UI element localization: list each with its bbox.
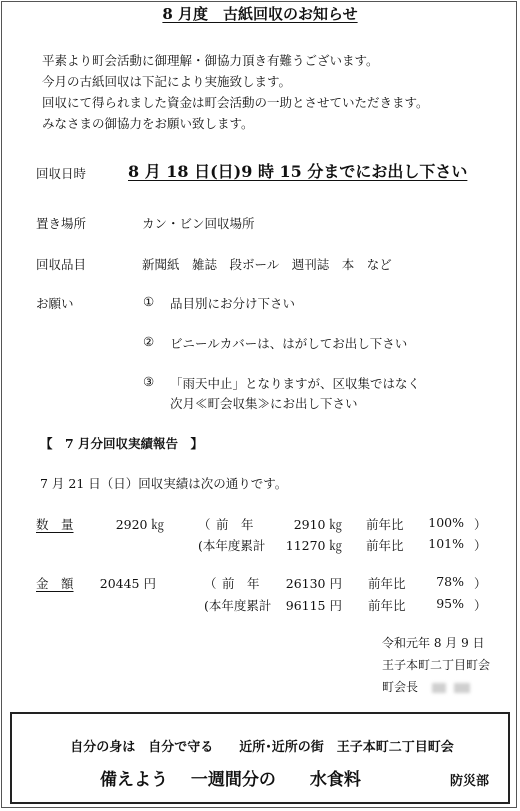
- issue-date: 令和元年 8 月 9 日: [382, 636, 485, 650]
- row-ratio: 101%: [428, 536, 464, 551]
- row-ratio: 78%: [436, 574, 464, 589]
- row-value: 11270 ㎏: [285, 538, 342, 553]
- banner-motto: 備えよう 一週間分の 水食料: [100, 770, 361, 790]
- row-ratio-label: 前年比: [368, 598, 406, 613]
- row-close: ）: [474, 517, 487, 532]
- schedule-value: 8 月 18 日(日)9 時 15 分までにお出し下さい: [128, 162, 468, 181]
- schedule-label: 回収日時: [36, 166, 87, 181]
- request-text: ビニールカバーは、はがしてお出し下さい: [170, 336, 408, 351]
- banner-slogan: 自分の身は 自分で守る 近所･近所の街 王子本町二丁目町会: [70, 740, 454, 755]
- row-value: 2910 ㎏: [293, 517, 342, 532]
- place-label: 置き場所: [36, 216, 87, 231]
- intro-line: 今月の古紙回収は下記により実施致します。: [42, 74, 292, 89]
- row-open: （: [204, 576, 217, 591]
- row-ratio: 100%: [428, 515, 464, 530]
- report-heading: 【 7 月分回収実績報告 】: [40, 436, 204, 451]
- amount-value: 20445 円: [99, 576, 156, 591]
- intro-line: みなさまの御協力をお願い致します。: [42, 116, 254, 131]
- request-number: ①: [143, 294, 155, 309]
- request-number: ③: [143, 374, 155, 389]
- banner-department: 防災部: [450, 774, 490, 789]
- row-ratio: 95%: [436, 596, 464, 611]
- chairman: [382, 678, 470, 695]
- intro-line: 回収にて得られました資金は町会活動の一助とさせていただきます。: [42, 95, 429, 110]
- items-value: 新聞紙 雑誌 段ボール 週刊誌 本 など: [142, 257, 392, 272]
- row-value: 26130 円: [285, 576, 342, 591]
- row-name: 前 年: [216, 517, 254, 532]
- report-summary: 7 月 21 日（日）回収実績は次の通りです。: [40, 476, 288, 491]
- row-close: ）: [474, 598, 487, 613]
- place-value: カン・ビン回収場所: [142, 216, 255, 231]
- row-close: ）: [474, 538, 487, 553]
- chairman-title: 町会長: [382, 680, 419, 694]
- disaster-prevention-banner: [10, 712, 510, 804]
- row-ratio-label: 前年比: [366, 517, 404, 532]
- row-open: （: [198, 517, 211, 532]
- request-text: 品目別にお分け下さい: [170, 296, 296, 311]
- quantity-label: 数 量: [36, 517, 74, 532]
- redacted-name: [454, 683, 470, 693]
- row-close: ）: [474, 576, 487, 591]
- request-number: ②: [143, 334, 155, 349]
- row-name: (本年度累計: [198, 538, 266, 553]
- amount-main: [36, 574, 156, 592]
- redacted-name: [432, 683, 446, 693]
- quantity-main: [36, 515, 164, 533]
- quantity-value: 2920 ㎏: [115, 517, 164, 532]
- row-value: 96115 円: [285, 598, 342, 613]
- requests-label: お願い: [36, 296, 74, 311]
- request-text: 「雨天中止」となりますが、区収集ではなく: [170, 376, 421, 391]
- intro-line: 平素より町会活動に御理解・御協力頂き有難うございます。: [42, 53, 379, 68]
- request-text: 次月≪町会収集≫にお出し下さい: [170, 396, 358, 411]
- organization: 王子本町二丁目町会: [382, 658, 491, 672]
- row-name: (本年度累計: [204, 598, 272, 613]
- page-title: 8 月度 古紙回収のお知らせ: [162, 5, 358, 23]
- row-ratio-label: 前年比: [368, 576, 406, 591]
- row-ratio-label: 前年比: [366, 538, 404, 553]
- amount-label: 金 額: [36, 576, 74, 591]
- row-name: 前 年: [222, 576, 260, 591]
- items-label: 回収品目: [36, 257, 87, 272]
